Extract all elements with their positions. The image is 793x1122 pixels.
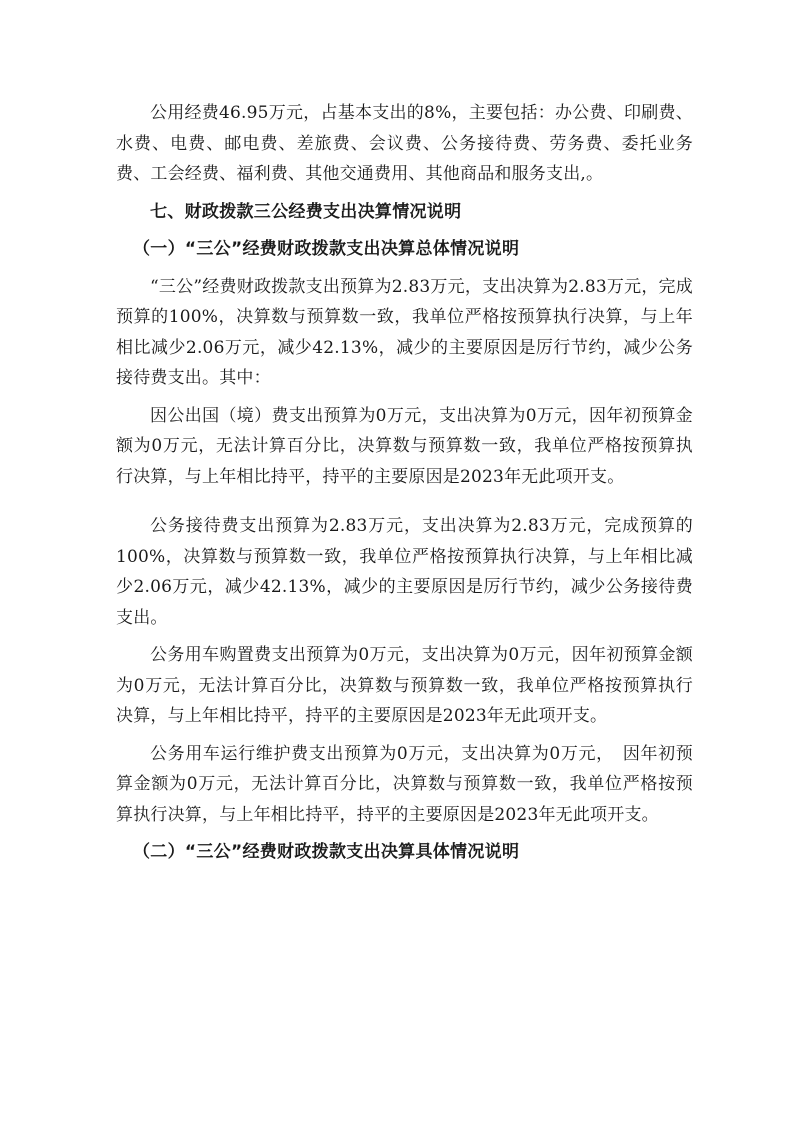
spacer <box>116 499 693 511</box>
paragraph-three-public-overall: “三公”经费财政拨款支出预算为2.83万元，支出决算为2.83万元，完成预算的100%，决算数与预算数一致，我单位严格按预算执行决算，与上年相比减少2.06万元，减少42.13%，减少的主要原因是厉行节约，减少公务接待费支出。其中： <box>116 276 693 388</box>
paragraph-vehicle-purchase: 公务用车购置费支出预算为0万元，支出决算为0万元，因年初预算金额为0万元，无法计算百分比，决算数与预算数一致，我单位严格按预算执行决算，与上年相比持平，持平的主要原因是2023年无此项开支。 <box>116 645 693 726</box>
paragraph-overseas-travel: 因公出国（境）费支出预算为0万元，支出决算为0万元，因年初预算金额为0万元，无法计算百分比，决算数与预算数一致，我单位严格按预算执行决算，与上年相比持平，持平的主要原因是2023年无此项开支。 <box>116 405 693 487</box>
paragraph-vehicle-operation: 公务用车运行维护费支出预算为0万元，支出决算为0万元， 因年初预算金额为0万元，无法计算百分比，决算数与预算数一致，我单位严格按预算执行决算，与上年相比持平，持平的主要原因是2023年无此项开支。 <box>116 743 693 825</box>
subsection-heading-two: （二）“三公”经费财政拨款支出决算具体情况说明 <box>133 842 520 862</box>
subsection-heading-one: （一）“三公”经费财政拨款支出决算总体情况说明 <box>133 239 520 259</box>
paragraph-public-expenses: 公用经费46.95万元，占基本支出的8%，主要包括：办公费、印刷费、水费、电费、邮电费、差旅费、会议费、公务接待费、劳务费、委托业务费、工会经费、福利费、其他交通费用、其他商品和服务支出,。 <box>116 103 693 184</box>
paragraph-reception-expenses: 公务接待费支出预算为2.83万元，支出决算为2.83万元，完成预算的100%，决算数与预算数一致，我单位严格按预算执行决算，与上年相比减少2.06万元，减少42.13%，减少的主要原因是厉行节约，减少公务接待费支出。 <box>116 516 693 628</box>
section-heading-seven: 七、财政拨款三公经费支出决算情况说明 <box>150 201 462 222</box>
